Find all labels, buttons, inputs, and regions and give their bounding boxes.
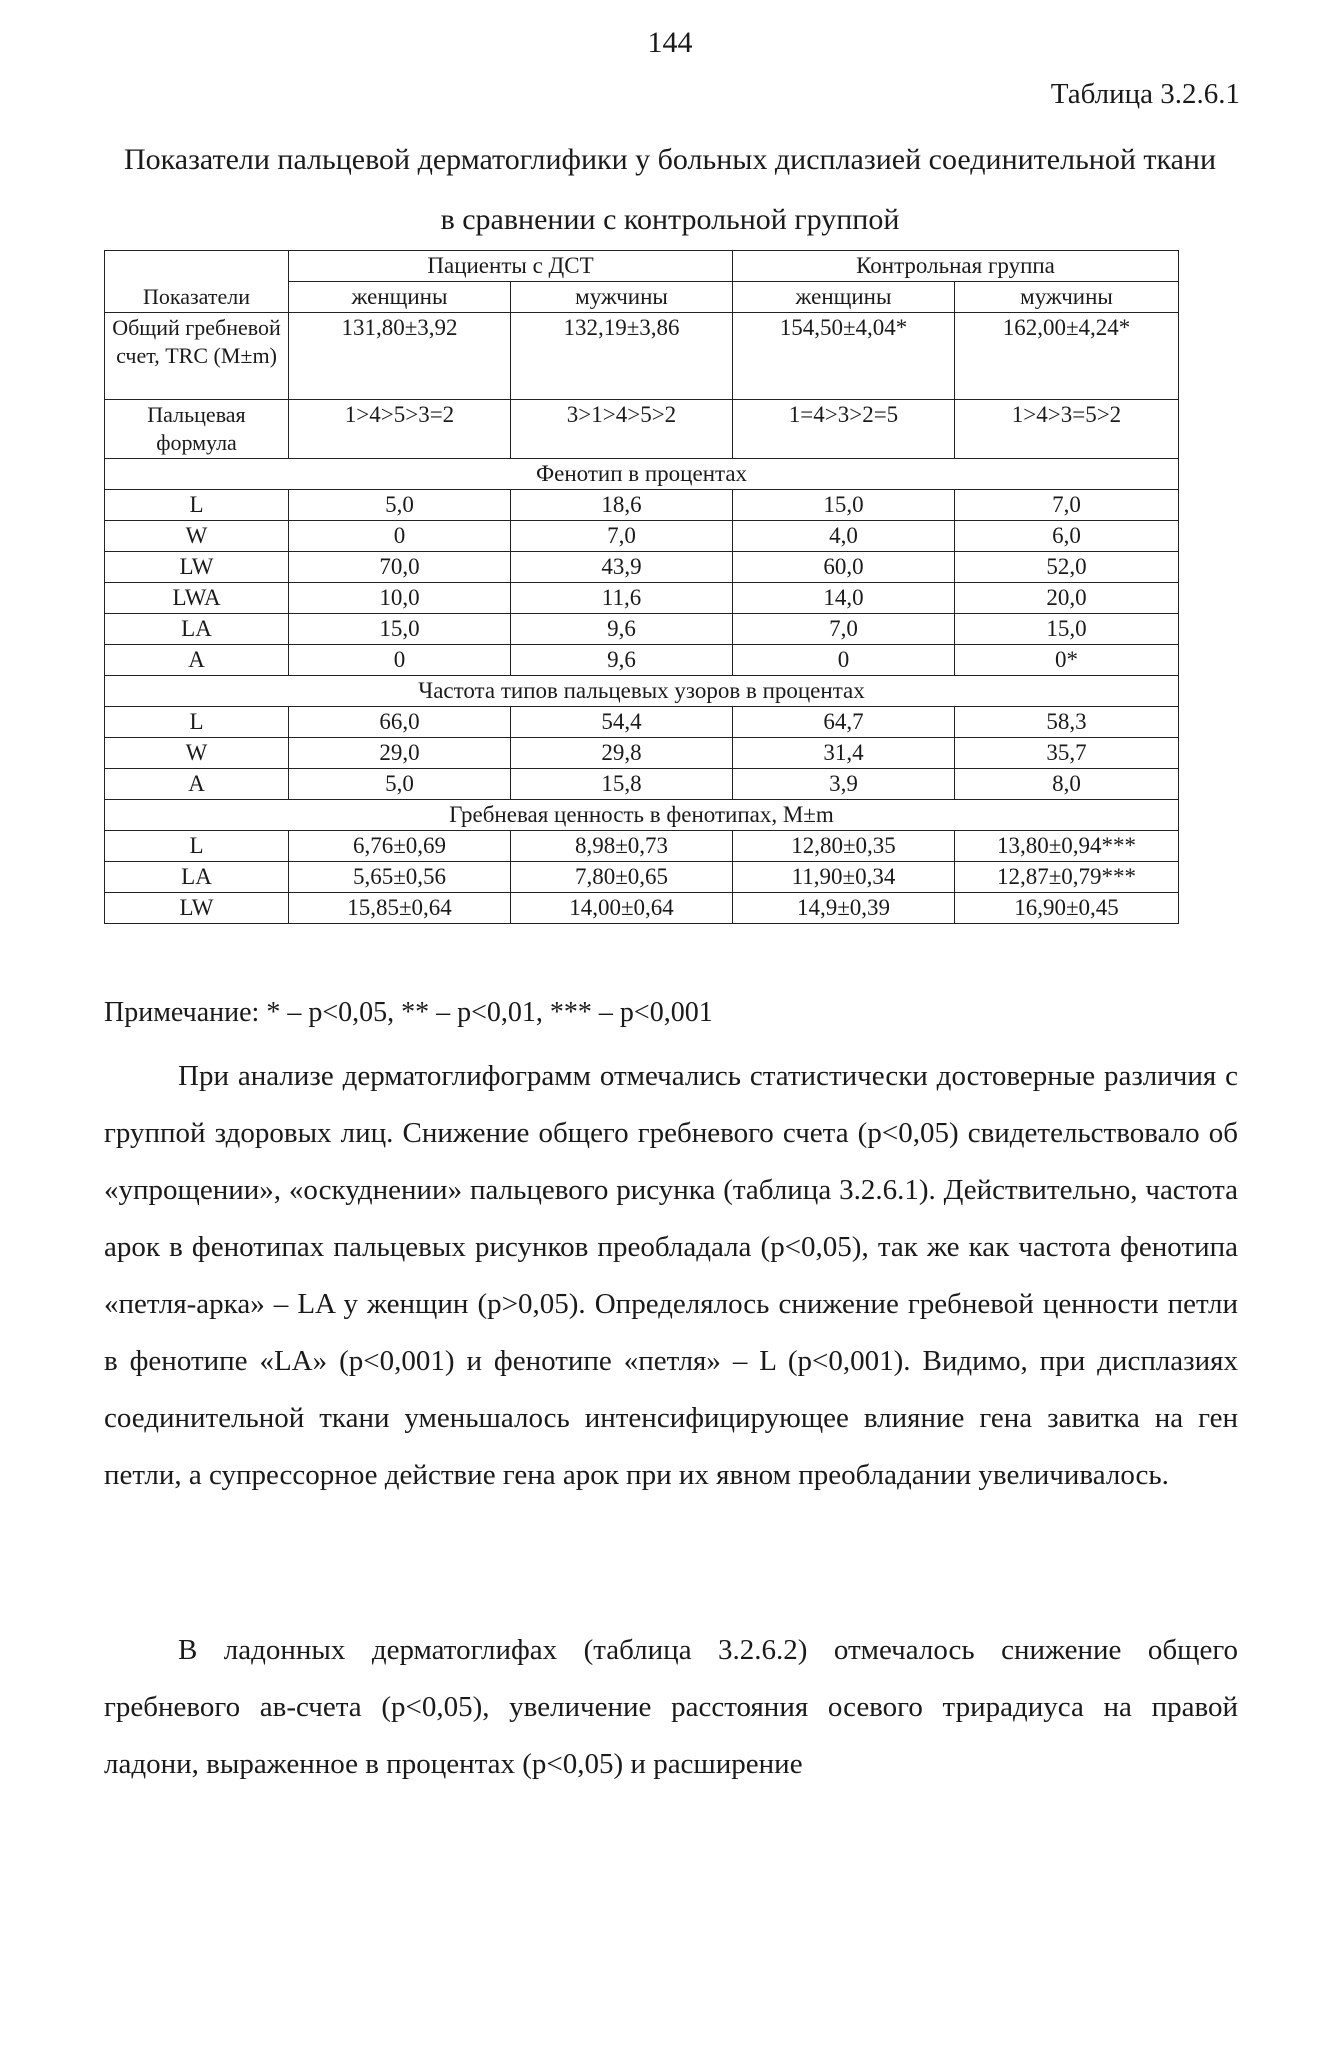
trc-label: Общий гребневой счет, TRC (M±m) xyxy=(105,313,289,400)
header-men: мужчины xyxy=(511,282,733,313)
cell-value: 7,0 xyxy=(955,490,1179,521)
cell-value: 10,0 xyxy=(289,583,511,614)
cell-value: 58,3 xyxy=(955,707,1179,738)
table-row xyxy=(105,521,1179,552)
cell-value: 11,6 xyxy=(511,583,733,614)
cell-value: 8,0 xyxy=(955,769,1179,800)
table-label: Таблица 3.2.6.1 xyxy=(1050,78,1240,110)
row-label: LWA xyxy=(105,583,289,614)
row-label: L xyxy=(105,831,289,862)
cell-value: 70,0 xyxy=(289,552,511,583)
cell-value: 18,6 xyxy=(511,490,733,521)
cell-value: 29,8 xyxy=(511,738,733,769)
row-label: LW xyxy=(105,893,289,924)
trc-value: 154,50±4,04* xyxy=(733,313,955,400)
page-number: 144 xyxy=(647,26,693,59)
formula-value: 1=4>3>2=5 xyxy=(733,400,955,459)
cell-value: 0 xyxy=(733,645,955,676)
header-women: женщины xyxy=(289,282,511,313)
paragraph-1-text: При анализе дерматоглифограмм отмечались статистически достоверные различия с группой здоровых лиц. Снижение общего гребневого счета (p<0,05) свидетельствовало об «упрощении», «оскуднении» пальцевого рисунка (таблица 3.2.6.1). Действительно, частота арок в фенотипах пальцевых рисунков преобладала (p<0,05), так же как частота фенотипа «петля-арка» – LA у женщин (p>0,05). Определялось снижение гребневой ценности петли в фенотипе «LA» (p<0,001) и фенотипе «петля» – L (p<0,001). Видимо, при дисплазиях соединительной ткани уменьшалось интенсифицирующее влияние гена завитка на ген петли, а супрессорное действие гена арок при их явном преобладании увеличивалось. xyxy=(104,1060,1238,1491)
cell-value: 60,0 xyxy=(733,552,955,583)
formula-value: 3>1>4>5>2 xyxy=(511,400,733,459)
table-row xyxy=(105,862,1179,893)
cell-value: 11,90±0,34 xyxy=(733,862,955,893)
cell-value: 7,80±0,65 xyxy=(511,862,733,893)
cell-value: 15,8 xyxy=(511,769,733,800)
cell-value: 14,00±0,64 xyxy=(511,893,733,924)
table-row xyxy=(105,707,1179,738)
cell-value: 0 xyxy=(289,645,511,676)
section-row xyxy=(105,459,1179,490)
header-group-control: Контрольная группа xyxy=(733,251,1179,282)
paragraph-1 xyxy=(104,1048,1238,1504)
cell-value: 5,0 xyxy=(289,490,511,521)
row-label: A xyxy=(105,769,289,800)
table-row xyxy=(105,490,1179,521)
cell-value: 31,4 xyxy=(733,738,955,769)
section-row xyxy=(105,676,1179,707)
row-label: W xyxy=(105,738,289,769)
table-note: Примечание: * – p<0,05, ** – p<0,01, *** – p<0,001 xyxy=(104,997,713,1028)
row-label: L xyxy=(105,490,289,521)
cell-value: 14,0 xyxy=(733,583,955,614)
header-women: женщины xyxy=(733,282,955,313)
row-label: LA xyxy=(105,862,289,893)
table-row xyxy=(105,645,1179,676)
cell-value: 20,0 xyxy=(955,583,1179,614)
cell-value: 6,0 xyxy=(955,521,1179,552)
trc-value: 132,19±3,86 xyxy=(511,313,733,400)
cell-value: 6,76±0,69 xyxy=(289,831,511,862)
row-label: A xyxy=(105,645,289,676)
section-row xyxy=(105,800,1179,831)
cell-value: 43,9 xyxy=(511,552,733,583)
cell-value: 14,9±0,39 xyxy=(733,893,955,924)
cell-value: 7,0 xyxy=(511,521,733,552)
formula-value: 1>4>5>3=2 xyxy=(289,400,511,459)
formula-row xyxy=(105,400,1179,459)
header-row-groups xyxy=(105,251,1179,282)
cell-value: 5,65±0,56 xyxy=(289,862,511,893)
header-indicator: Показатели xyxy=(105,251,289,313)
cell-value: 7,0 xyxy=(733,614,955,645)
cell-value: 0 xyxy=(289,521,511,552)
cell-value: 15,0 xyxy=(733,490,955,521)
cell-value: 35,7 xyxy=(955,738,1179,769)
cell-value: 12,87±0,79*** xyxy=(955,862,1179,893)
formula-label: Пальцевая формула xyxy=(105,400,289,459)
cell-value: 52,0 xyxy=(955,552,1179,583)
section-pattern: Частота типов пальцевых узоров в процентах xyxy=(105,676,1179,707)
table-row xyxy=(105,831,1179,862)
table-row xyxy=(105,583,1179,614)
header-group-patients: Пациенты с ДСТ xyxy=(289,251,733,282)
row-label: LA xyxy=(105,614,289,645)
trc-row xyxy=(105,313,1179,400)
cell-value: 4,0 xyxy=(733,521,955,552)
table-row xyxy=(105,738,1179,769)
cell-value: 0* xyxy=(955,645,1179,676)
cell-value: 3,9 xyxy=(733,769,955,800)
row-label: LW xyxy=(105,552,289,583)
cell-value: 15,85±0,64 xyxy=(289,893,511,924)
row-label: L xyxy=(105,707,289,738)
cell-value: 15,0 xyxy=(955,614,1179,645)
cell-value: 5,0 xyxy=(289,769,511,800)
table-row xyxy=(105,552,1179,583)
cell-value: 12,80±0,35 xyxy=(733,831,955,862)
table-row xyxy=(105,769,1179,800)
table-title: Показатели пальцевой дерматоглифики у больных дисплазией соединительной ткани в сравнении с контрольной группой xyxy=(123,143,1217,236)
trc-value: 162,00±4,24* xyxy=(955,313,1179,400)
cell-value: 54,4 xyxy=(511,707,733,738)
paragraph-2 xyxy=(104,1622,1238,1793)
section-phenotype: Фенотип в процентах xyxy=(105,459,1179,490)
cell-value: 16,90±0,45 xyxy=(955,893,1179,924)
cell-value: 64,7 xyxy=(733,707,955,738)
section-ridge: Гребневая ценность в фенотипах, M±m xyxy=(105,800,1179,831)
cell-value: 15,0 xyxy=(289,614,511,645)
table-row xyxy=(105,614,1179,645)
cell-value: 8,98±0,73 xyxy=(511,831,733,862)
row-label: W xyxy=(105,521,289,552)
cell-value: 9,6 xyxy=(511,614,733,645)
cell-value: 9,6 xyxy=(511,645,733,676)
cell-value: 66,0 xyxy=(289,707,511,738)
formula-value: 1>4>3=5>2 xyxy=(955,400,1179,459)
paragraph-2-text: В ладонных дерматоглифах (таблица 3.2.6.2) отмечалось снижение общего гребневого ав-счета (p<0,05), увеличение расстояния осевого трирадиуса на правой ладони, выраженное в процентах (p<0,05) и расширение xyxy=(104,1634,1238,1780)
table-row xyxy=(105,893,1179,924)
data-table xyxy=(104,250,1179,924)
cell-value: 13,80±0,94*** xyxy=(955,831,1179,862)
cell-value: 29,0 xyxy=(289,738,511,769)
trc-value: 131,80±3,92 xyxy=(289,313,511,400)
header-men: мужчины xyxy=(955,282,1179,313)
